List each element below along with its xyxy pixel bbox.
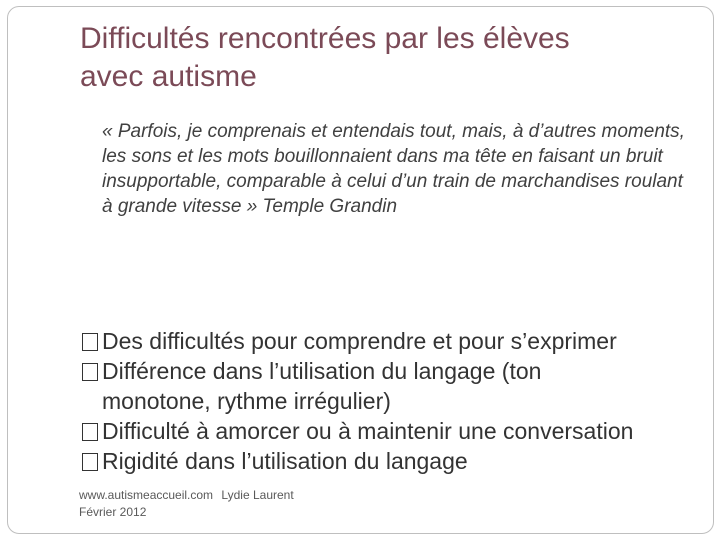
title-line-1: Difficultés rencontrées par les élèves [80,22,570,55]
bullet-text: Différence dans l’utilisation du langage (ton monotone, rythme irrégulier) [102,358,542,414]
bullet-text: Difficulté à amorcer ou à maintenir une conversation [102,418,634,444]
bullet-marker-icon [82,453,98,471]
bullet-list [82,326,642,476]
bullet-text: Rigidité dans l’utilisation du langage [102,448,468,474]
bullet-marker-icon [82,423,98,441]
bullet-item [82,446,642,476]
footer-author: Lydie Laurent [221,488,294,502]
slide-footer [79,487,379,521]
title-line-2: avec autisme [80,60,257,93]
slide-title [80,20,700,96]
bullet-item [82,416,642,446]
footer-date: Février 2012 [79,505,147,519]
bullet-marker-icon [82,333,98,351]
bullet-text: Des difficultés pour comprendre et pour s’exprimer [102,328,617,354]
bullet-item [82,356,642,416]
bullet-item [82,326,642,356]
temple-grandin-quote: « Parfois, je comprenais et entendais tout, mais, à d’autres moments, les sons et les mots bouillonnaient dans ma tête en faisant un bruit insupportable, comparable à celui d’un train de marchandises roulant à grande vitesse » Temple Grandin [102,121,685,217]
footer-site: www.autismeaccueil.com [79,488,214,502]
bullet-marker-icon [82,363,98,381]
